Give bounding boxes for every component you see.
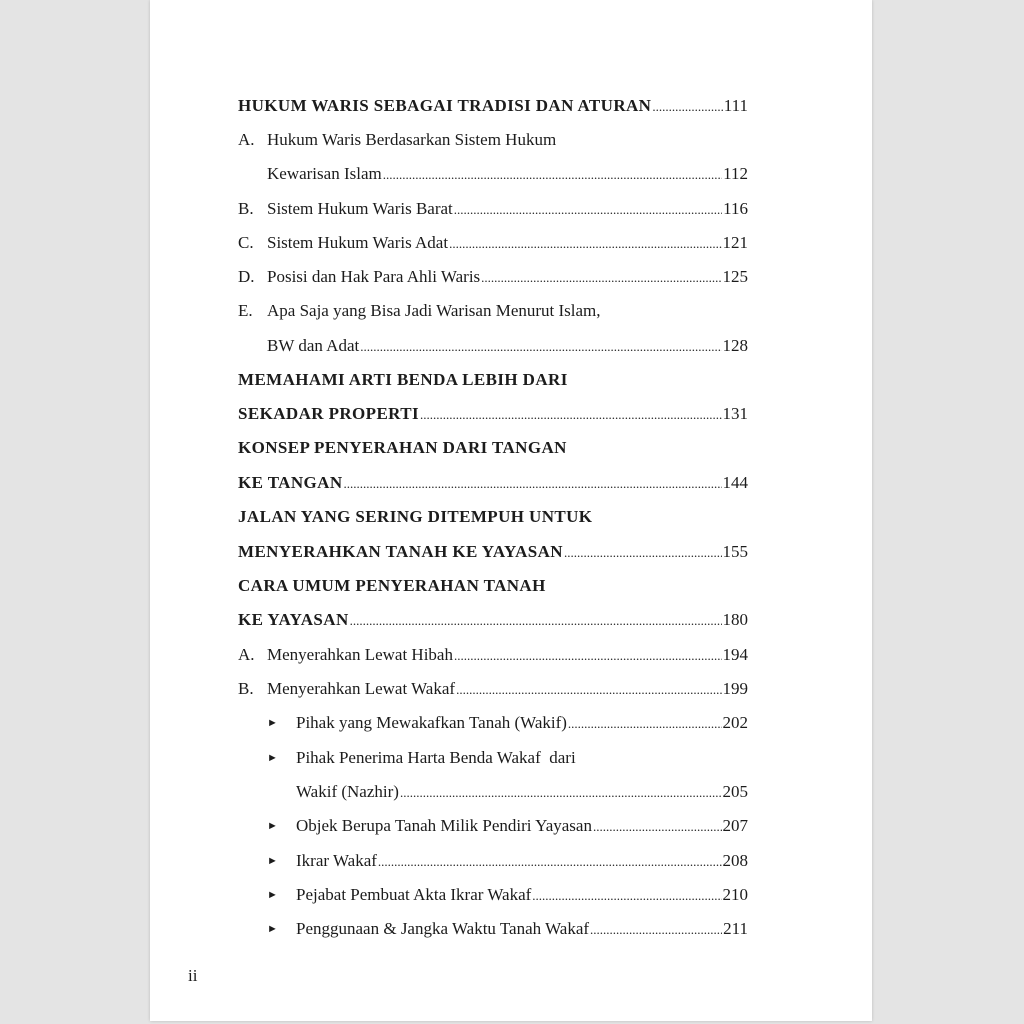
- page-folio-number: ii: [188, 966, 198, 985]
- toc-subsection-entry: [267, 738, 748, 768]
- toc-entry-text: Hukum Waris Berdasarkan Sistem Hukum: [267, 130, 557, 149]
- dot-leader: [590, 919, 722, 939]
- toc-subsection-entry-continued: [296, 772, 748, 802]
- toc-entry-text: KE YAYASAN: [238, 610, 349, 629]
- toc-entry-text: Sistem Hukum Waris Barat: [267, 199, 453, 218]
- toc-subsection-entry: [267, 806, 748, 836]
- dot-leader: [344, 473, 722, 493]
- triangle-bullet-icon: ►: [267, 717, 278, 729]
- toc-entry-text: Menyerahkan Lewat Wakaf: [267, 679, 456, 698]
- toc-entry-text: HUKUM WARIS SEBAGAI TRADISI DAN ATURAN: [238, 96, 652, 115]
- toc-chapter-heading: [238, 566, 748, 596]
- toc-chapter-heading-continued: [238, 394, 748, 424]
- triangle-bullet-icon: ►: [267, 752, 278, 764]
- toc-entry-text: Kewarisan Islam: [267, 164, 382, 183]
- toc-subsection-entry: [267, 875, 748, 905]
- toc-entry-text: JALAN YANG SERING DITEMPUH UNTUK: [238, 507, 593, 526]
- toc-chapter-heading-continued: [238, 600, 748, 630]
- dot-leader: [593, 816, 722, 836]
- toc-section-entry: [238, 257, 748, 287]
- dot-leader: [532, 885, 721, 905]
- toc-entry-text: KE TANGAN: [238, 473, 343, 492]
- triangle-bullet-icon: ►: [267, 923, 278, 935]
- table-of-contents: [150, 0, 872, 1021]
- toc-chapter-heading: [238, 360, 748, 390]
- dot-leader: [481, 267, 721, 287]
- toc-chapter-heading-continued: [238, 463, 748, 493]
- dot-leader: [350, 610, 722, 630]
- toc-entry-text: Pejabat Pembuat Akta Ikrar Wakaf: [296, 885, 532, 904]
- toc-section-entry: [238, 669, 748, 699]
- toc-section-letter: D.: [238, 267, 255, 286]
- toc-entry-text: Apa Saja yang Bisa Jadi Warisan Menurut Islam,: [267, 301, 601, 320]
- book-page: [150, 0, 872, 1021]
- toc-section-letter: B.: [238, 679, 254, 698]
- toc-chapter-heading-continued: [238, 532, 748, 562]
- toc-entry-text: Wakif (Nazhir): [296, 782, 399, 801]
- dot-leader: [564, 542, 722, 562]
- toc-page-number: 211: [723, 919, 748, 938]
- toc-page-number: 210: [722, 885, 748, 904]
- toc-section-letter: A.: [238, 645, 255, 664]
- toc-section-entry: [238, 223, 748, 253]
- toc-page-number: 194: [722, 645, 748, 664]
- toc-section-entry: [238, 291, 748, 321]
- toc-page-number: 205: [722, 782, 748, 801]
- toc-section-letter: A.: [238, 130, 255, 149]
- triangle-bullet-icon: ►: [267, 820, 278, 832]
- dot-leader: [378, 851, 722, 871]
- dot-leader: [454, 645, 722, 665]
- toc-entry-text: Pihak Penerima Harta Benda Wakaf dari: [296, 748, 576, 767]
- toc-entry-text: KONSEP PENYERAHAN DARI TANGAN: [238, 438, 567, 457]
- toc-chapter-heading: [238, 497, 748, 527]
- toc-section-entry-continued: [267, 326, 748, 356]
- toc-entry-text: Penggunaan & Jangka Waktu Tanah Wakaf: [296, 919, 590, 938]
- toc-section-letter: C.: [238, 233, 254, 252]
- dot-leader: [568, 713, 722, 733]
- toc-section-entry: [238, 635, 748, 665]
- toc-page-number: 144: [722, 473, 748, 492]
- dot-leader: [652, 96, 722, 116]
- dot-leader: [360, 336, 721, 356]
- toc-chapter-heading: [238, 86, 748, 116]
- toc-page-number: 199: [722, 679, 748, 698]
- toc-entry-text: Objek Berupa Tanah Milik Pendiri Yayasan: [296, 816, 592, 835]
- toc-entry-text: CARA UMUM PENYERAHAN TANAH: [238, 576, 546, 595]
- toc-entry-text: Posisi dan Hak Para Ahli Waris: [267, 267, 481, 286]
- triangle-bullet-icon: ►: [267, 889, 278, 901]
- toc-subsection-entry: [267, 909, 748, 939]
- toc-page-number: 128: [722, 336, 748, 355]
- toc-subsection-entry: [267, 841, 748, 871]
- toc-entry-text: BW dan Adat: [267, 336, 360, 355]
- toc-page-number: 207: [722, 816, 748, 835]
- toc-page-number: 121: [722, 233, 748, 252]
- toc-page-number: 131: [722, 404, 748, 423]
- toc-subsection-entry: [267, 703, 748, 733]
- toc-section-entry-continued: [267, 154, 748, 184]
- toc-entry-text: Menyerahkan Lewat Hibah: [267, 645, 453, 664]
- toc-entry-text: MEMAHAMI ARTI BENDA LEBIH DARI: [238, 370, 568, 389]
- toc-page-number: 112: [723, 164, 748, 183]
- toc-entry-text: MENYERAHKAN TANAH KE YAYASAN: [238, 542, 563, 561]
- toc-page-number: 111: [723, 96, 748, 115]
- dot-leader: [456, 679, 721, 699]
- toc-page-number: 125: [722, 267, 748, 286]
- dot-leader: [383, 164, 722, 184]
- dot-leader: [400, 782, 722, 802]
- toc-section-entry: [238, 120, 748, 150]
- toc-entry-text: Sistem Hukum Waris Adat: [267, 233, 449, 252]
- toc-page-number: 202: [722, 713, 748, 732]
- toc-chapter-heading: [238, 428, 748, 458]
- dot-leader: [420, 404, 721, 424]
- dot-leader: [454, 199, 722, 219]
- toc-page-number: 208: [722, 851, 748, 870]
- triangle-bullet-icon: ►: [267, 855, 278, 867]
- toc-section-letter: E.: [238, 301, 253, 320]
- toc-section-entry: [238, 189, 748, 219]
- dot-leader: [449, 233, 721, 253]
- toc-page-number: 180: [722, 610, 748, 629]
- toc-entry-text: SEKADAR PROPERTI: [238, 404, 420, 423]
- toc-page-number: 116: [723, 199, 748, 218]
- toc-page-number: 155: [722, 542, 748, 561]
- toc-entry-text: Pihak yang Mewakafkan Tanah (Wakif): [296, 713, 567, 732]
- toc-section-letter: B.: [238, 199, 254, 218]
- toc-entry-text: Ikrar Wakaf: [296, 851, 377, 870]
